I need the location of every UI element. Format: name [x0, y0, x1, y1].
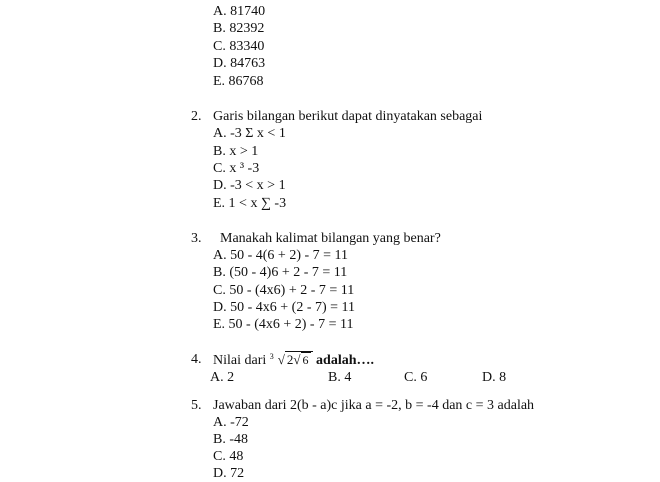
- q3-option-b: B. (50 - 4)6 + 2 - 7 = 11: [213, 265, 348, 280]
- q1-option-b: B. 82392: [213, 21, 265, 36]
- q4-option-d: D. 8: [482, 370, 507, 385]
- q2-option-b: B. x > 1: [213, 144, 259, 159]
- q2-number: 2.: [191, 109, 202, 124]
- q5-text: Jawaban dari 2(b - a)c jika a = -2, b = -4 dan c = 3 adalah: [213, 398, 535, 413]
- q1-option-e: E. 86768: [213, 74, 264, 89]
- q4-radical-coef: 2: [286, 352, 294, 367]
- q2-text: Garis bilangan berikut dapat dinyatakan sebagai: [213, 109, 483, 124]
- q1-option-a: A. 81740: [213, 4, 266, 19]
- q5-number: 5.: [191, 398, 202, 413]
- q3-option-a: A. 50 - 4(6 + 2) - 7 = 11: [213, 248, 349, 263]
- q2-option-e: E. 1 < x ∑ -3: [213, 196, 287, 211]
- q1-option-d: D. 84763: [213, 56, 266, 71]
- q2-option-c: C. x ³ -3: [213, 161, 260, 176]
- q5-option-c: C. 48: [213, 449, 244, 464]
- q3-option-c: C. 50 - (4x6) + 2 - 7 = 11: [213, 283, 355, 298]
- q3-text: Manakah kalimat bilangan yang benar?: [220, 231, 441, 246]
- q4-option-a: A. 2: [210, 370, 235, 385]
- q5-option-a: A. -72: [213, 415, 249, 430]
- q4-cube-root: 3 √ 2√ 6: [270, 351, 313, 369]
- q4-option-b: B. 4: [328, 370, 352, 385]
- q4-number: 4.: [191, 352, 202, 367]
- q4-radical-index: 3: [269, 352, 274, 361]
- q4-suffix: adalah….: [316, 353, 375, 368]
- q2-option-a: A. -3 Σ x < 1: [213, 126, 286, 141]
- q2-option-d: D. -3 < x > 1: [213, 178, 286, 193]
- q4-option-c: C. 6: [404, 370, 428, 385]
- q3-number: 3.: [191, 231, 202, 246]
- q4-radical-inner: 6: [302, 353, 309, 367]
- q4-text: [213, 351, 374, 369]
- q4-prefix: Nilai dari: [213, 353, 267, 368]
- q5-option-d: D. 72: [213, 466, 245, 481]
- q3-option-e: E. 50 - (4x6 + 2) - 7 = 11: [213, 317, 354, 332]
- q1-option-c: C. 83340: [213, 39, 265, 54]
- q3-option-d: D. 50 - 4x6 + (2 - 7) = 11: [213, 300, 356, 315]
- q5-option-b: B. -48: [213, 432, 248, 447]
